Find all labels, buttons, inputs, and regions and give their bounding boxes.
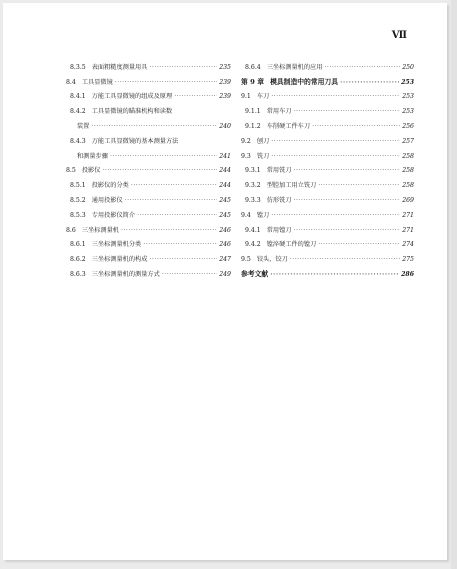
toc-entry-page: 247 [219,256,231,264]
toc-entry-number: 9.4 [241,211,251,219]
toc-leader-dots [149,256,217,263]
toc-leader-dots [312,123,400,130]
toc-entry-page: 269 [402,196,414,204]
toc-entry-number: 9.3.1 [245,167,261,175]
toc-leader-dots [131,182,217,189]
toc-entry-page: 275 [402,256,414,264]
toc-entry-title: 参考文献 [241,269,269,278]
toc-entry-page: 253 [401,78,414,86]
toc-leader-dots [294,108,401,115]
toc-leader-dots [271,93,400,100]
toc-entry-title: 型腔加工用立铣刀 [266,182,317,190]
toc-leader-dots [102,167,217,174]
toc-entry-page: 246 [219,226,231,234]
toc-entry-page: 253 [402,108,414,116]
toc-entry-page: 271 [402,211,414,219]
toc-entry-title: 仿形铣刀 [266,196,292,204]
toc-entry[interactable] [66,204,231,219]
toc-entry-title: 车刀 [256,93,270,101]
toc-entry-page: 256 [402,122,414,130]
toc-entry-number: 8.4 [66,78,76,86]
toc-entry[interactable] [241,130,414,145]
toc-entry-title: 和测量步骤 [77,152,108,160]
toc-entry-page: 246 [219,241,231,249]
toc-entry-number: 8.5.2 [70,196,86,204]
toc-entry-title: 刨刀 [256,137,270,145]
toc-entry-page: 258 [402,182,414,190]
toc-leader-dots [340,79,399,86]
toc-entry[interactable] [66,248,231,263]
toc-entry[interactable] [66,160,231,175]
toc-leader-dots [137,212,217,219]
page-number: Ⅶ [391,30,407,41]
toc-entry[interactable] [241,86,414,101]
toc-entry-page: 274 [402,241,414,249]
toc-entry-title: 工具显微镜的瞄准机构和读数 [91,108,173,116]
toc-entry-title: 铰头、铰刀 [256,256,288,264]
toc-entry[interactable] [66,189,231,204]
toc-entry-number: 8.4.2 [70,108,86,116]
toc-entry[interactable] [241,145,414,160]
toc-entry-title: 万能工具显微镜的基本测量方法 [91,137,179,145]
toc-leader-dots [294,227,401,234]
toc-leader-dots [115,79,217,86]
toc-entry[interactable] [66,115,231,130]
toc-entry[interactable] [66,100,231,115]
toc-entry-title: 表面粗糙度测量用具 [91,63,148,71]
toc-entry-title: 模具制造中的常用刀具 [270,77,339,86]
toc-entry-title: 镗刀 [256,211,270,219]
toc-entry-title: 专用投影仪简介 [91,211,136,219]
toc-entry[interactable] [241,71,414,86]
toc-entry-page: 286 [401,270,414,278]
toc-entry-title: 三坐标测量机的应用 [266,63,323,71]
toc-entry[interactable] [241,115,414,130]
toc-entry-page: 245 [219,211,231,219]
toc-entry-page: 245 [219,196,231,204]
toc-leader-dots [318,182,400,189]
toc-entry-title: 投影仪的分类 [91,182,129,190]
toc-entry[interactable] [241,248,414,263]
toc-leader-dots [91,123,217,130]
toc-entry-number: 8.6.2 [70,256,86,264]
toc-entry-number: 第 9 章 [241,77,265,86]
toc-leader-dots [271,153,400,160]
toc-leader-dots [121,227,217,234]
toc-entry[interactable] [66,56,231,71]
toc-entry-title: 铣刀 [256,152,270,160]
toc-entry-number: 8.6.3 [70,270,86,278]
toc-entry[interactable] [241,263,414,278]
vertical-scrollbar[interactable] [451,0,457,569]
toc-entry[interactable] [66,145,231,160]
toc-entry[interactable] [241,160,414,175]
toc-entry[interactable] [66,71,231,86]
toc-entry-title: 三坐标测量机 [81,226,119,234]
toc-entry-page: 257 [402,137,414,145]
toc-entry[interactable] [66,219,231,234]
toc-entry[interactable] [66,130,231,145]
toc-entry-number: 9.3 [241,152,251,160]
toc-entry[interactable] [66,234,231,249]
toc-entry-page: 253 [402,93,414,101]
toc-entry-page: 258 [402,152,414,160]
toc-entry-page: 244 [219,167,231,175]
toc-entry[interactable] [241,56,414,71]
toc-entry-page: 249 [219,270,231,278]
toc-leader-dots [318,241,400,248]
toc-leader-dots [174,93,217,100]
toc-entry-title: 装置 [77,122,90,130]
toc-leader-dots [162,271,217,278]
toc-entry-number: 9.5 [241,256,251,264]
toc-entry-title: 常用车刀 [266,108,292,116]
toc-entry-number: 8.6.4 [245,63,261,71]
toc-entry-page: 244 [219,182,231,190]
toc-entry-page: 240 [219,122,231,130]
toc-entry-page: 271 [402,226,414,234]
toc-entry-number: 8.5 [66,167,76,175]
toc-entry[interactable] [66,174,231,189]
toc-entry-title: 常用镗刀 [266,226,292,234]
toc-leader-dots [271,212,400,219]
toc-entry-number: 8.5.1 [70,182,86,190]
toc-leader-dots [271,138,400,145]
toc-entry-number: 9.3.2 [245,182,261,190]
toc-entry-page: 258 [402,167,414,175]
toc-entry-title: 万能工具显微镜的组成及原理 [91,93,173,101]
toc-entry-page: 235 [219,63,231,71]
toc-leader-dots [294,197,401,204]
toc-entry-title: 三坐标测量机的测量方式 [91,270,160,278]
toc-entry-number: 8.4.1 [70,93,86,101]
toc-entry-number: 8.3.5 [70,63,86,71]
toc-entry-title: 工具显微镜 [81,78,113,86]
toc-right-column [241,56,414,278]
toc-entry-title: 常用铣刀 [266,167,292,175]
toc-entry-number: 9.4.1 [245,226,261,234]
toc-entry[interactable] [241,219,414,234]
toc-leader-dots [294,167,401,174]
toc-entry-title: 镗淬硬工件的镗刀 [266,241,317,249]
toc-entry-number: 9.1.2 [245,122,261,130]
toc-entry-number: 9.1.1 [245,108,261,116]
toc-entry[interactable] [66,263,231,278]
toc-entry-number: 9.1 [241,93,251,101]
toc-entry-page: 250 [402,63,414,71]
toc-leader-dots [125,197,218,204]
toc-entry[interactable] [66,86,231,101]
toc-entry-title: 投影仪 [81,167,101,175]
toc-entry-number: 9.3.3 [245,196,261,204]
toc-entry-title: 三坐标测量机分类 [91,241,142,249]
toc-leader-dots [324,64,400,71]
toc-entry-number: 8.6.1 [70,241,86,249]
toc-entry-number: 9.2 [241,137,251,145]
toc-leader-dots [270,271,399,278]
toc-entry[interactable] [241,234,414,249]
toc-left-column [66,56,231,278]
toc-entry-title: 三坐标测量机的构成 [91,256,148,264]
toc-entry[interactable] [241,100,414,115]
toc-entry-page: 239 [219,93,231,101]
toc-leader-dots [290,256,400,263]
toc-entry[interactable] [241,189,414,204]
toc-entry-title: 车削硬工件车刀 [266,122,311,130]
toc-entry[interactable] [241,174,414,189]
toc-entry-page: 239 [219,78,231,86]
document-page [3,3,447,560]
toc-leader-dots [143,241,217,248]
toc-leader-dots [149,64,217,71]
toc-entry[interactable] [241,204,414,219]
toc-entry-title: 通用投影仪 [91,196,123,204]
toc-entry-page: 241 [219,152,231,160]
toc-entry-number: 8.4.3 [70,137,86,145]
toc-entry-number: 8.5.3 [70,211,86,219]
toc-entry-number: 9.4.2 [245,241,261,249]
toc-entry-number: 8.6 [66,226,76,234]
toc-leader-dots [110,153,217,160]
